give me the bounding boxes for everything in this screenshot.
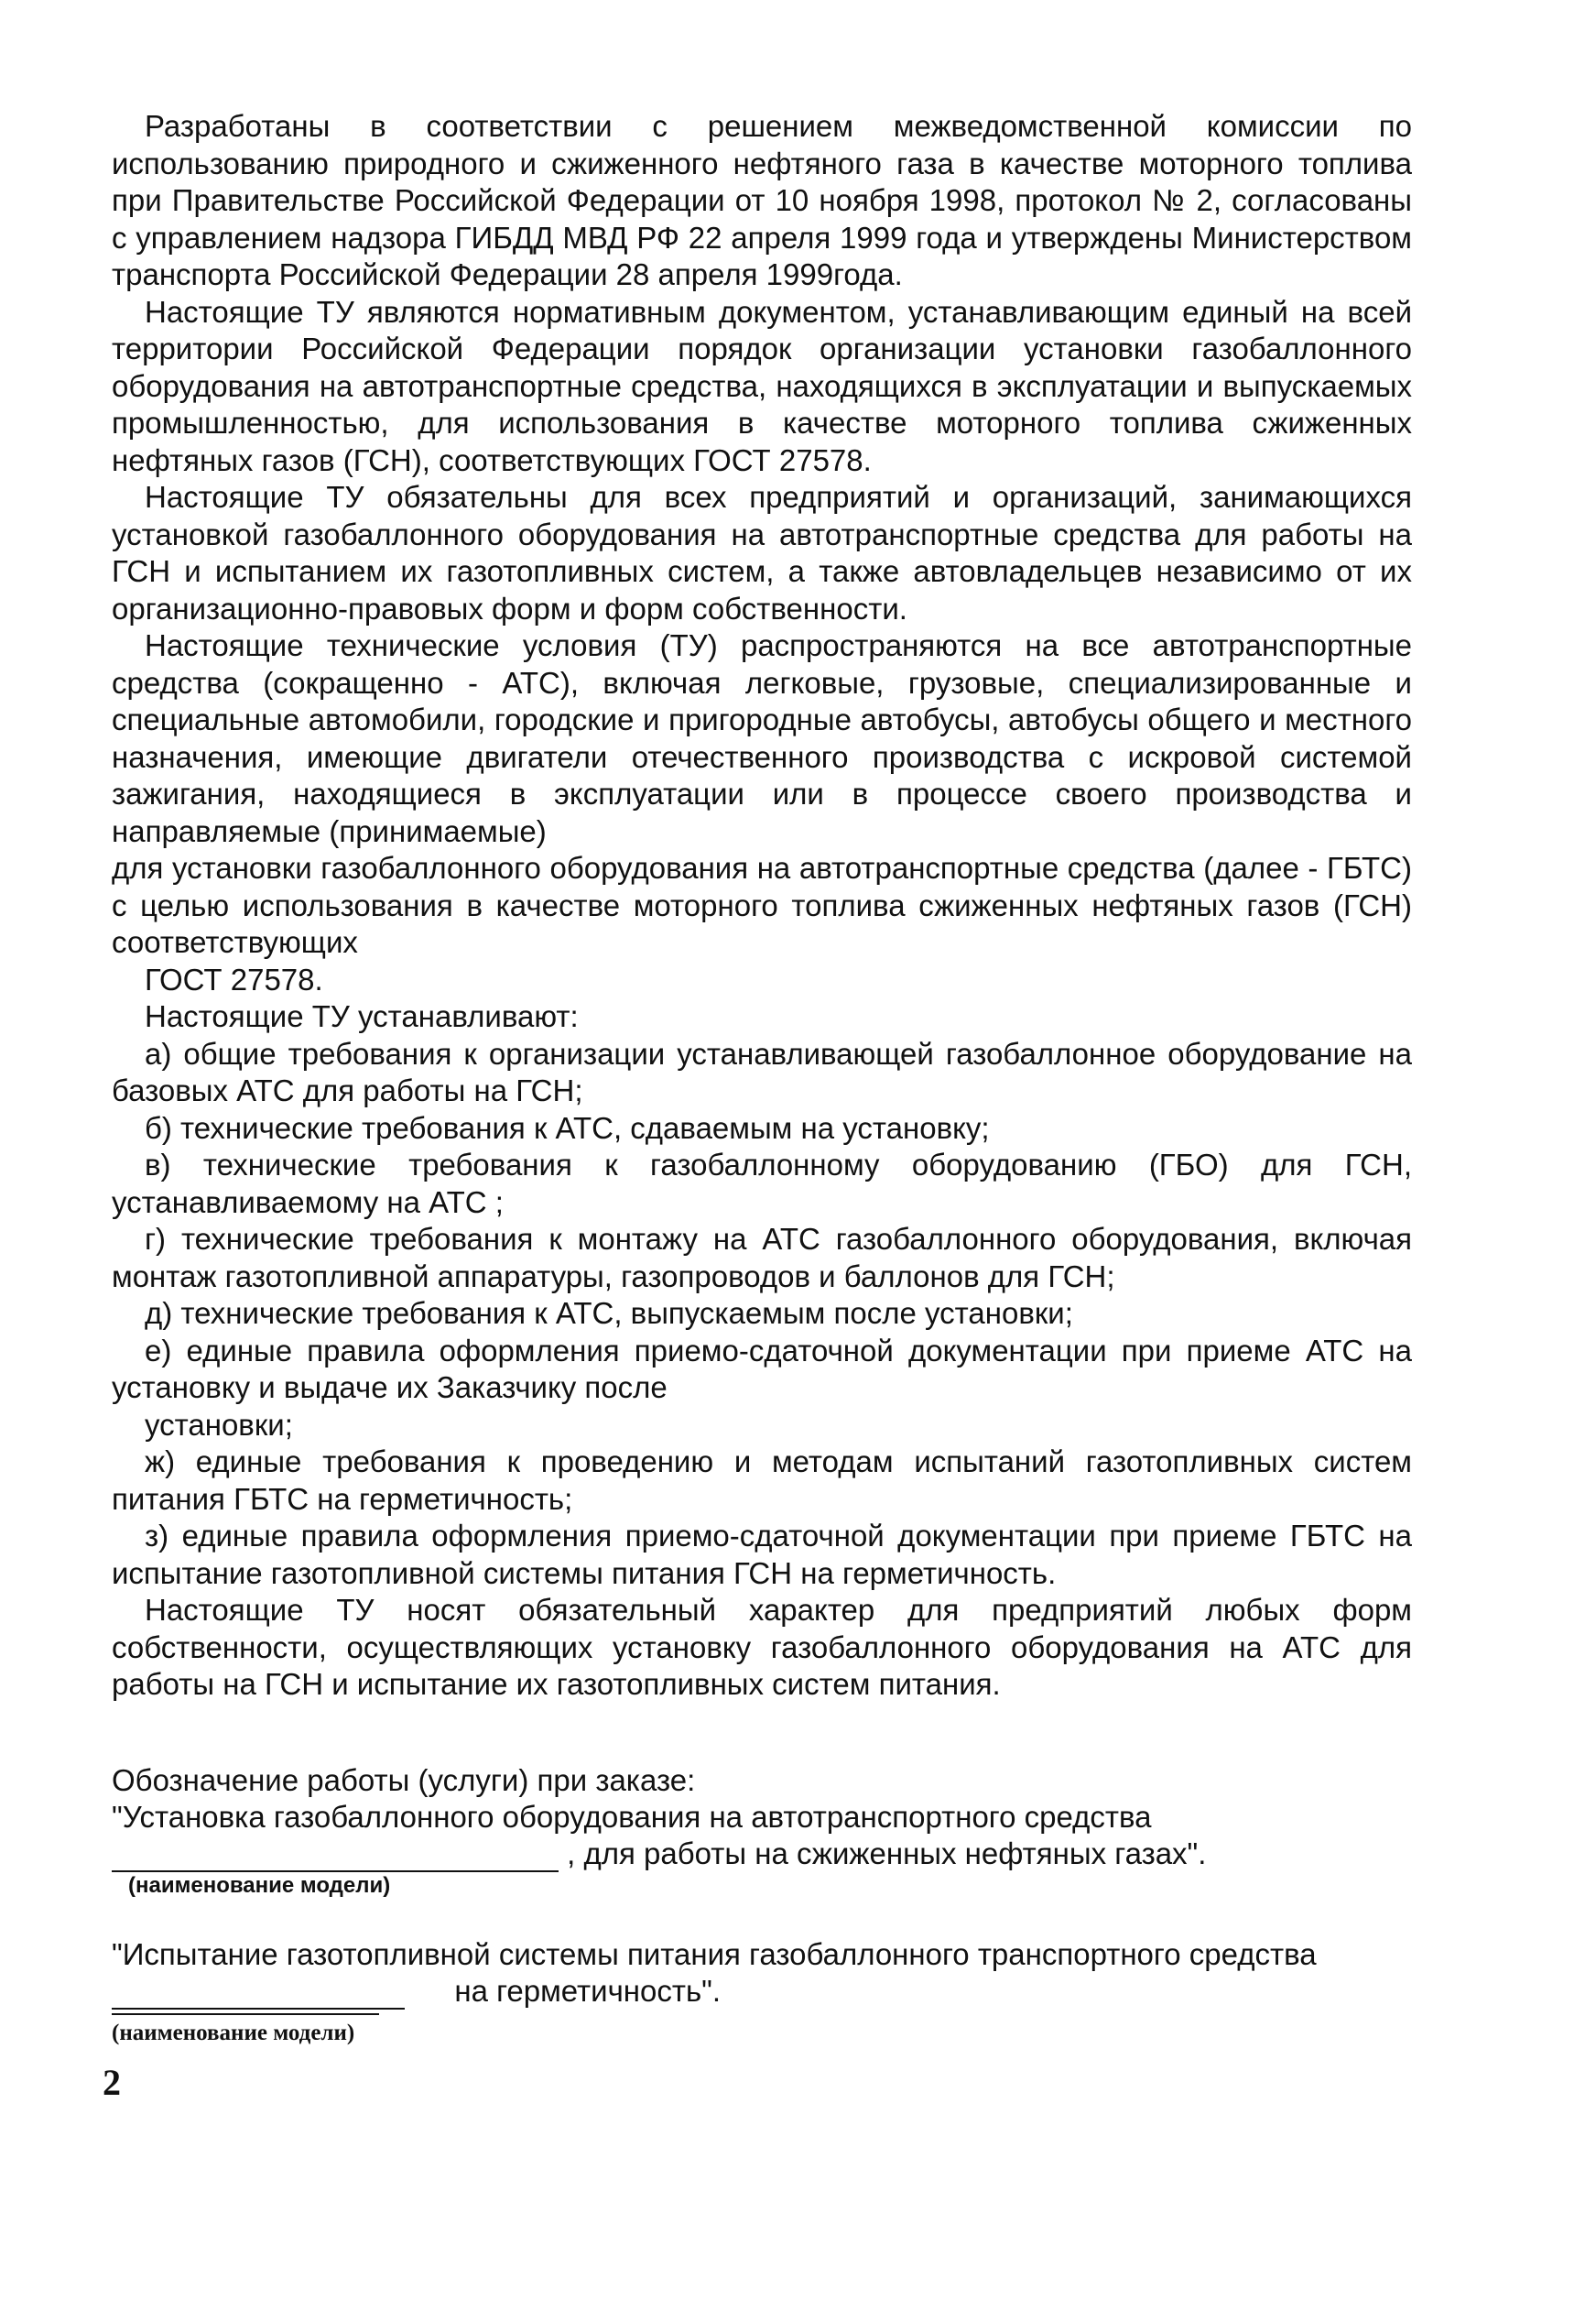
page-number: 2 [103,2062,121,2103]
document-page [112,108,1412,2052]
paragraph-normative: Настоящие ТУ являются нормативным документом, устанавливающим единый на всей территории Российской Федерации порядок организации установки газобаллонного оборудования на автотранспортные средства, находящихся в эксплуатации и выпускаемых промышленностью, для использования в качестве моторного топлива сжиженных нефтяных газов (ГСН), соответствующих ГОСТ 27578. [112,294,1412,477]
model-name-caption: (наименование модели) [128,1872,391,1898]
list-item: г) технические требования к монтажу на АТС газобаллонного оборудования, включая монтаж газотопливной аппаратуры, газопроводов и баллонов для ГСН; [112,1222,1412,1293]
install-service-line: "Установка газобаллонного оборудования на автотранспортного средства [112,1799,1152,1834]
paragraph-establish: Настоящие ТУ устанавливают: [145,999,579,1033]
list-item: е) единые правила оформления приемо-сдаточной документации при приеме АТС на установку и выдаче их Заказчику после [112,1333,1412,1404]
paragraph-gost: ГОСТ 27578. [145,962,323,997]
list-item: б) технические требования к АТС, сдаваемым на установку; [145,1110,990,1145]
test-service-suffix: на герметичность". [454,1973,722,2008]
test-service-second-line [112,1973,1412,2010]
list-item: ж) единые требования к проведению и методам испытаний газотопливных систем питания ГБТС на герметичность; [112,1444,1412,1516]
paragraph-mandatory: Настоящие ТУ обязательны для всех предприятий и организаций, занимающихся установкой газобаллонного оборудования на автотранспортные средства для работы на ГСН и испытанием их газотопливных систем, а также автовладельцев независимо от их организационно-правовых форм и форм собственности. [112,480,1412,626]
paragraph-obligatory-character: Настоящие ТУ носят обязательный характер для предприятий любых форм собственности, осуществляющих установку газобаллонного оборудования на АТС для работы на ГСН и испытание их газотопливных систем питания. [112,1593,1412,1701]
service-designation [112,1762,1412,2052]
list-item: в) технические требования к газобаллонному оборудованию (ГБО) для ГСН, устанавливаемому на АТС ; [112,1148,1412,1219]
model-name-blank [112,1843,559,1872]
install-service-suffix: , для работы на сжиженных нефтяных газах". [567,1836,1207,1870]
test-service-line: "Испытание газотопливной системы питания газобаллонного транспортного средства [112,1936,1317,1971]
list-item: установки; [145,1407,293,1442]
list-item: з) единые правила оформления приемо-сдаточной документации при приеме ГБТС на испытание газотопливной системы питания ГСН на герметичность. [112,1519,1412,1590]
model-name-blank [112,1980,405,2010]
list-item: д) технические требования к АТС, выпускаемым после установки; [145,1296,1073,1330]
model-name-caption: (наименование модели) [112,2020,355,2045]
paragraph-scope: Настоящие технические условия (ТУ) распространяются на все автотранспортные средства (сокращенно - АТС), включая легковые, грузовые, специализированные и специальные автомобили, городские и пригородные автобусы, автобусы общего и местного назначения, имеющие двигатели отечественного производства с искровой системой зажигания, находящиеся в эксплуатации или в процессе своего производства и направляемые (принимаемые) [112,628,1412,848]
paragraph-scope-continued: для установки газобаллонного оборудования на автотранспортные средства (далее - ГБТС) с целью использования в качестве моторного топлива сжиженных нефтяных газов (ГСН) соответствующих [112,851,1412,959]
designation-heading: Обозначение работы (услуги) при заказе: [112,1762,696,1797]
install-service-second-line [112,1836,1412,1872]
list-item: а) общие требования к организации устанавливающей газобаллонное оборудование на базовых АТС для работы на ГСН; [112,1036,1412,1107]
requirements-list [112,1036,1412,1593]
paragraph-development: Разработаны в соответствии с решением межведомственной комиссии по использованию природного и сжиженного нефтяного газа в качестве моторного топлива при Правительстве Российской Федерации от 10 ноября 1998, протокол № 2, согласованы с управлением надзора ГИБДД МВД РФ 22 апреля 1999 года и утверждены Министерством транспорта Российской Федерации 28 апреля 1999года. [112,109,1412,291]
